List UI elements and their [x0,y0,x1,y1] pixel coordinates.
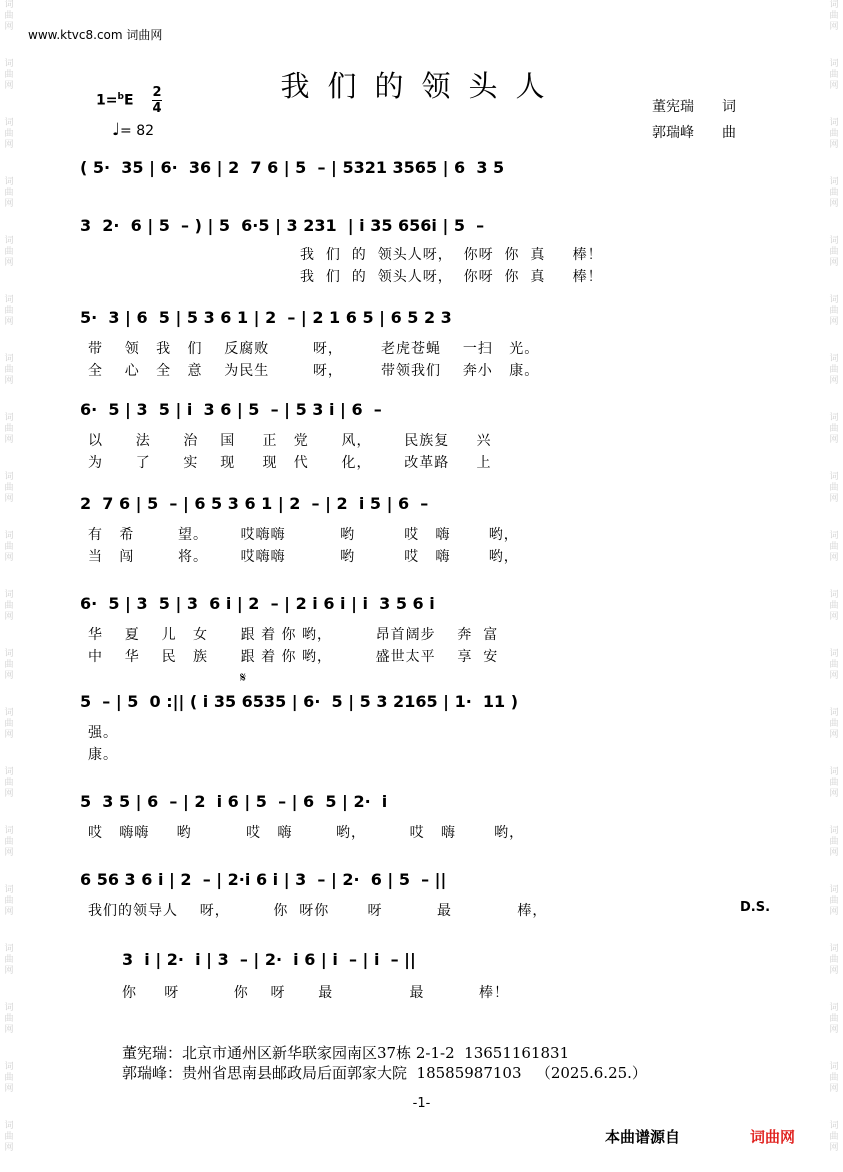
tempo-value: = 82 [120,123,155,139]
watermark-char: 网 [829,730,839,740]
watermark-char: 网 [4,612,14,622]
watermark-char: 网 [829,140,839,150]
watermark-char: 词 [4,1062,14,1072]
watermark-char: 网 [4,907,14,917]
watermark-char: 网 [829,376,839,386]
watermark-char: 网 [4,22,14,32]
lyric-line: 我们的领导人 呀， 你 呀你 呀 最 棒， [88,903,548,919]
watermark-char: 词 [829,885,839,895]
quarter-note-icon: ♩ [112,120,121,140]
watermark-char: 词 [829,118,839,128]
watermark-char: 词 [829,944,839,954]
watermark-char: 网 [829,258,839,268]
watermark-char: 网 [4,376,14,386]
watermark-char: 网 [829,1025,839,1035]
watermark-char: 词 [829,1003,839,1013]
lyric-line: 华 夏 儿 女 跟 着 你 哟， 昂首阔步 奔 富 [88,627,499,643]
watermark-char: 网 [4,966,14,976]
watermark-char: 网 [4,1143,14,1153]
watermark-char: 曲 [829,70,839,80]
watermark-char: 网 [4,435,14,445]
watermark-char: 词 [829,354,839,364]
watermark-char: 网 [4,671,14,681]
watermark-char: 网 [4,553,14,563]
watermark-char: 曲 [4,306,14,316]
watermark-char: 曲 [829,1132,839,1142]
watermark-char: 曲 [829,424,839,434]
watermark-char: 词 [4,1003,14,1013]
song-title: 我们的领头人 [280,69,563,103]
watermark-char: 曲 [829,601,839,611]
lyric-line: 当 闯 将。 哎嗨嗨 哟 哎 嗨 哟， [88,549,519,565]
lyric-line: 为 了 实 现 现 代 化， 改革路 上 [88,455,492,471]
watermark-char: 词 [4,0,14,10]
watermark-char: 曲 [4,483,14,493]
watermark-char: 词 [829,1121,839,1131]
score-line: 6 56 3 6 i | 2 – | 2·i 6 i | 3 – | 2· 6 | 5 – || [80,870,447,889]
score-line: 5· 3 | 6 5 | 5 3 6 1 | 2 – | 2 1 6 5 | 6 5 2 3 [80,308,452,327]
watermark-char: 词 [4,1121,14,1131]
watermark-char: 词 [4,472,14,482]
watermark-char: 词 [829,0,839,10]
watermark-char: 词 [4,236,14,246]
score-line: 3 i | 2· i | 3 – | 2· i 6 | i – | i – || [122,950,416,969]
watermark-char: 词 [4,826,14,836]
lyric-line: 全 心 全 意 为民生 呀， 带领我们 奔小 康。 [88,363,540,379]
score-line: ( 5· 35 | 6· 36 | 2 7 6 | 5 – | 5321 3565 | 6 3 5 [80,158,505,177]
lyric-line: 中 华 民 族 跟 着 你 哟， 盛世太平 享 安 [88,649,499,665]
watermark-char: 曲 [829,129,839,139]
watermark-char: 曲 [4,424,14,434]
lyric-line: 有 希 望。 哎嗨嗨 哟 哎 嗨 哟， [88,527,519,543]
source-label: 本曲谱源自 [605,1128,681,1146]
watermark-left [0,0,18,1172]
watermark-char: 曲 [829,660,839,670]
watermark-char: 词 [4,885,14,895]
watermark-char: 曲 [829,1014,839,1024]
watermark-char: 曲 [829,542,839,552]
watermark-char: 曲 [829,306,839,316]
watermark-char: 曲 [4,247,14,257]
watermark-char: 网 [829,1084,839,1094]
watermark-char: 网 [829,494,839,504]
watermark-char: 网 [4,199,14,209]
watermark-char: 词 [829,531,839,541]
watermark-char: 词 [829,413,839,423]
watermark-char: 曲 [4,188,14,198]
watermark-char: 网 [4,789,14,799]
watermark-char: 网 [4,730,14,740]
watermark-char: 曲 [4,1132,14,1142]
segno-icon: 𝄋 [240,670,247,686]
watermark-char: 曲 [4,1014,14,1024]
watermark-char: 网 [829,81,839,91]
tempo-mark [112,120,154,140]
watermark-char: 曲 [829,188,839,198]
watermark-char: 词 [829,767,839,777]
watermark-char: 曲 [829,837,839,847]
site-url[interactable]: www.ktvc8.com 词曲网 [28,28,163,42]
watermark-char: 词 [829,472,839,482]
watermark-char: 网 [829,199,839,209]
watermark-char: 词 [829,1062,839,1072]
time-signature [152,86,162,115]
watermark-char: 曲 [4,660,14,670]
watermark-char: 网 [4,494,14,504]
watermark-char: 曲 [4,955,14,965]
composer-address: 郭瑞峰：贵州省思南县邮政局后面郭家大院 18585987103 （2025.6.25.） [122,1064,647,1082]
watermark-char: 网 [829,553,839,563]
lyric-line: 康。 [88,747,118,763]
watermark-char: 词 [4,708,14,718]
watermark-char: 词 [829,236,839,246]
score-line: 6· 5 | 3 5 | 3 6 i | 2 – | 2 i 6 i | i 3 5 6 i [80,594,435,613]
watermark-char: 曲 [829,719,839,729]
watermark-char: 网 [829,317,839,327]
lyricist-credit [652,96,736,116]
watermark-char: 词 [829,708,839,718]
watermark-char: 词 [829,649,839,659]
lyricist-name: 董宪瑞 [652,99,694,115]
watermark-char: 曲 [4,129,14,139]
flat-sign: b [117,92,124,102]
watermark-char: 词 [4,944,14,954]
watermark-char: 网 [829,22,839,32]
watermark-char: 网 [829,1143,839,1153]
watermark-char: 词 [4,531,14,541]
watermark-char: 曲 [829,955,839,965]
meter-top: 2 [152,85,162,100]
composer-role: 曲 [722,125,736,141]
composer-name: 郭瑞峰 [652,125,694,141]
watermark-char: 词 [829,177,839,187]
score-line: 5 – | 5 0 :|| ( i 35 6535 | 6· 5 | 5 3 2165 | 1· 11 ) [80,692,519,711]
watermark-char: 曲 [829,1073,839,1083]
watermark-char: 网 [829,907,839,917]
watermark-char: 曲 [4,365,14,375]
watermark-char: 词 [829,295,839,305]
watermark-char: 网 [829,612,839,622]
watermark-char: 网 [4,140,14,150]
watermark-char: 网 [829,789,839,799]
watermark-char: 网 [4,258,14,268]
lyric-line: 强。 [88,725,118,741]
watermark-char: 词 [4,118,14,128]
watermark-char: 网 [4,1084,14,1094]
lyric-line: 我 们 的 领头人呀， 你呀 你 真 棒！ [300,247,603,263]
score-line: 6· 5 | 3 5 | i 3 6 | 5 – | 5 3 i | 6 – [80,400,382,419]
score-line: 3 2· 6 | 5 – ) | 5 6·5 | 3 231 | i 35 656i | 5 – [80,216,485,235]
watermark-char: 曲 [829,778,839,788]
watermark-char: 词 [4,177,14,187]
meter-bottom: 4 [152,101,162,116]
watermark-char: 曲 [4,837,14,847]
watermark-char: 曲 [829,11,839,21]
dal-segno-mark: D.S. [740,900,771,915]
watermark-char: 曲 [4,542,14,552]
watermark-char: 曲 [4,1073,14,1083]
watermark-char: 网 [829,848,839,858]
lyric-line: 带 领 我 们 反腐败 呀， 老虎苍蝇 一扫 光。 [88,341,540,357]
key-signature [96,92,134,109]
key-letter: E [123,92,134,109]
watermark-char: 曲 [4,601,14,611]
watermark-char: 词 [4,413,14,423]
watermark-char: 曲 [4,778,14,788]
watermark-char: 网 [829,671,839,681]
watermark-char: 词 [4,767,14,777]
page-number: -1- [412,1096,431,1111]
source-brand-link[interactable]: 词曲网 [750,1128,796,1146]
watermark-char: 曲 [829,365,839,375]
watermark-char: 曲 [4,11,14,21]
key-prefix: 1= [96,92,118,109]
watermark-char: 词 [829,826,839,836]
lyric-line: 我 们 的 领头人呀， 你呀 你 真 棒！ [300,269,603,285]
score-line: 2 7 6 | 5 – | 6 5 3 6 1 | 2 – | 2 i 5 | 6 – [80,494,429,513]
watermark-char: 网 [829,966,839,976]
watermark-char: 网 [829,435,839,445]
lyric-line: 你 呀 你 呀 最 最 棒！ [122,985,510,1001]
watermark-right [825,0,843,1172]
watermark-char: 词 [829,590,839,600]
watermark-char: 曲 [829,896,839,906]
composer-credit [652,122,736,142]
lyricist-address: 董宪瑞：北京市通州区新华联家园南区37栋 2-1-2 13651161831 [122,1044,570,1062]
watermark-char: 网 [4,848,14,858]
watermark-char: 词 [4,649,14,659]
watermark-char: 词 [4,354,14,364]
watermark-char: 曲 [4,896,14,906]
watermark-char: 网 [4,1025,14,1035]
lyricist-role: 词 [722,99,736,115]
watermark-char: 词 [4,59,14,69]
watermark-char: 曲 [829,247,839,257]
watermark-char: 词 [4,590,14,600]
watermark-char: 网 [4,317,14,327]
watermark-char: 词 [4,295,14,305]
watermark-char: 曲 [4,70,14,80]
score-line: 5 3 5 | 6 – | 2 i 6 | 5 – | 6 5 | 2· i [80,792,388,811]
lyric-line: 以 法 治 国 正 党 风， 民族复 兴 [88,433,492,449]
watermark-char: 词 [829,59,839,69]
watermark-char: 网 [4,81,14,91]
watermark-char: 曲 [829,483,839,493]
lyric-line: 哎 嗨嗨 哟 哎 嗨 哟， 哎 嗨 哟， [88,825,525,841]
watermark-char: 曲 [4,719,14,729]
